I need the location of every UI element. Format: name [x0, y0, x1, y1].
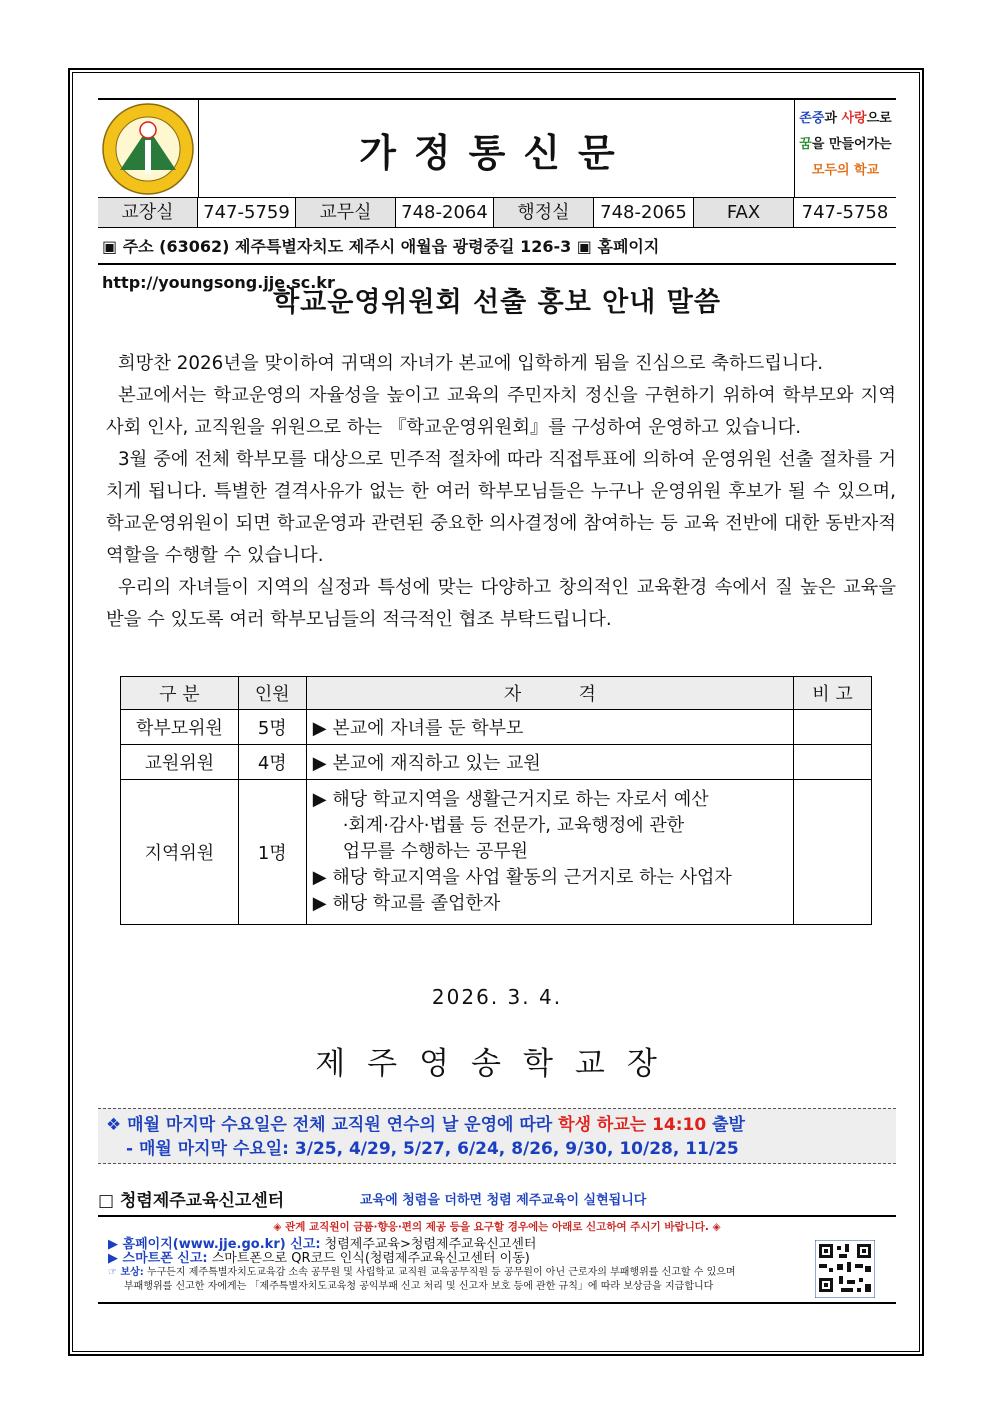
- address-line: ▣ 주소 (63062) 제주특별자치도 제주시 애월읍 광령중길 126-3 ▣ 홈페이지 http://youngsong.jje.sc.kr: [98, 229, 896, 265]
- paragraph: 희망찬 2026년을 맞이하여 귀댁의 자녀가 본교에 입학하게 됨을 진심으로 축하드립니다.: [118, 353, 824, 374]
- column-header: 비 고: [794, 677, 872, 710]
- table-row: [121, 780, 872, 925]
- document-title: 학교운영위원회 선출 홍보 안내 말씀: [273, 287, 721, 318]
- report-line: 부패행위를 신고한 자에게는 「제주특별자치도교육청 공익부패 신고 처리 및 신고자 보호 등에 관한 규칙」에 따라 보상금을 지급합니다: [124, 1281, 714, 1292]
- slogan-word: 으로: [866, 111, 892, 126]
- report-link[interactable]: 청렴제주교육>청렴제주교육신고센터: [320, 1237, 537, 1252]
- letter-header: [98, 98, 896, 292]
- phone-label: FAX: [694, 198, 794, 227]
- table-row: [121, 745, 872, 780]
- page-title: 가정통신문: [359, 130, 633, 175]
- count-cell: 5명: [238, 710, 306, 745]
- report-label: ▶ 스마트폰 신고:: [108, 1251, 208, 1266]
- phone-label: 교무실: [296, 198, 396, 227]
- qualification-line: ▶ 해당 학교를 졸업한자: [312, 893, 501, 914]
- phone-number: 747-5759: [198, 198, 296, 227]
- report-warning: ◈ 관계 교직원이 금품·향응·편의 제공 등을 요구할 경우에는 아래로 신고하여 주시기 바랍니다. ◈: [273, 1221, 721, 1233]
- slogan-word: 을 만들어가는: [811, 137, 892, 152]
- notice-line: - 매월 마지막 수요일: 3/25, 4/29, 5/27, 6/24, 8/26, 9/30, 10/28, 11/25: [126, 1139, 739, 1159]
- divider: [98, 1215, 896, 1217]
- notice-line: [106, 1113, 888, 1137]
- slogan-word: 모두의 학교: [811, 163, 880, 178]
- category-cell: 교원위원: [121, 745, 239, 780]
- table-row: [121, 710, 872, 745]
- qualification-line: ▶ 해당 학교지역을 사업 활동의 근거지로 하는 사업자: [312, 867, 732, 888]
- slogan-word: 사랑: [841, 111, 867, 126]
- phone-label: 행정실: [494, 198, 594, 227]
- qualification-line: 업무를 수행하는 공무원: [342, 841, 529, 862]
- qualification-line: ·회계·감사·법률 등 전문가, 교육행정에 관한: [342, 815, 685, 836]
- qualification-line: ▶ 해당 학교지역을 생활근거지로 하는 자로서 예산: [312, 789, 709, 810]
- notice-text: ❖ 매월 마지막 수요일은 전체 교직원 연수의 날 운영에 따라: [106, 1115, 559, 1135]
- report-label: ☞ 보상:: [108, 1267, 144, 1278]
- divider: [98, 1302, 896, 1304]
- school-slogan: [794, 100, 896, 198]
- remarks-cell: [794, 780, 872, 925]
- slogan-word: 과: [824, 111, 842, 126]
- logo-cell: [98, 100, 199, 198]
- issue-date: 2026. 3. 4.: [431, 985, 563, 1009]
- body-text: [106, 348, 896, 636]
- header-top: [98, 98, 896, 198]
- report-line: [108, 1238, 808, 1252]
- qualification-cell: [306, 780, 793, 925]
- paragraph: 본교에서는 학교운영의 자율성을 높이고 교육의 주민자치 정신을 구현하기 위하여 학부모와 지역사회 인사, 교직원을 위원으로 하는 『학교운영위원회』를 구성하여 운영하고 있습니다.: [106, 385, 896, 438]
- paragraph: 3월 중에 전체 학부모를 대상으로 민주적 절차에 따라 직접투표에 의하여 운영위원 선출 절차를 거치게 됩니다. 특별한 결격사유가 없는 한 여러 학부모님들은 누구나 운영위원 후보가 될 수 있으며, 학교운영위원이 되면 학교운영과 관련된 중요한 의사결정에 참여하는 등 교육 전반에 대한 동반자적 역할을 수행할 수 있습니다.: [106, 449, 896, 566]
- notice-box: [98, 1108, 896, 1164]
- report-line: [108, 1252, 808, 1266]
- phone-number: 748-2064: [396, 198, 494, 227]
- report-text: 스마트폰으로 QR코드 인식(청렴제주교육신고센터 이동): [207, 1251, 530, 1266]
- principal-signature: 제주영송학교장: [315, 1046, 679, 1082]
- table-header-row: [121, 677, 872, 710]
- qualification-table: [120, 676, 872, 925]
- report-text: 누구든지 제주특별자치도교육감 소속 공무원 및 사립학교 교직원 교육공무직원 등 공무원이 아닌 근로자의 부패행위를 신고할 수 있으며: [143, 1267, 736, 1278]
- slogan-word: 존중: [799, 111, 825, 126]
- remarks-cell: [794, 745, 872, 780]
- slogan-word: 꿈: [799, 137, 812, 152]
- school-logo-icon: [98, 100, 198, 198]
- phone-label: 교장실: [98, 198, 198, 227]
- report-line: [108, 1266, 808, 1280]
- report-center-title: □ 청렴제주교육신고센터: [98, 1191, 285, 1211]
- phone-number: 748-2065: [594, 198, 694, 227]
- report-label: ▶ 홈페이지(www.jje.go.kr) 신고:: [108, 1237, 321, 1252]
- count-cell: 4명: [238, 745, 306, 780]
- notice-text: 출발: [706, 1115, 745, 1135]
- qualification-cell: ▶ 본교에 재직하고 있는 교원: [306, 745, 793, 780]
- report-instructions: [108, 1238, 808, 1294]
- notice-highlight: 학생 하교는 14:10: [558, 1115, 707, 1135]
- column-header: 구 분: [121, 677, 239, 710]
- category-cell: 학부모위원: [121, 710, 239, 745]
- column-header: 인원: [238, 677, 306, 710]
- qr-code-icon[interactable]: [815, 1240, 875, 1298]
- column-header: 자 격: [306, 677, 793, 710]
- count-cell: 1명: [238, 780, 306, 925]
- phone-number: 747-5758: [801, 202, 889, 223]
- report-center-slogan: 교육에 청렴을 더하면 청렴 제주교육이 실현됩니다: [360, 1193, 647, 1208]
- qualification-cell: ▶ 본교에 자녀를 둔 학부모: [306, 710, 793, 745]
- category-cell: 지역위원: [121, 780, 239, 925]
- phone-directory: [98, 198, 896, 228]
- paragraph: 우리의 자녀들이 지역의 실정과 특성에 맞는 다양하고 창의적인 교육환경 속에서 질 높은 교육을 받을 수 있도록 여러 학부모님들의 적극적인 협조 부탁드립니다.: [106, 577, 896, 630]
- remarks-cell: [794, 710, 872, 745]
